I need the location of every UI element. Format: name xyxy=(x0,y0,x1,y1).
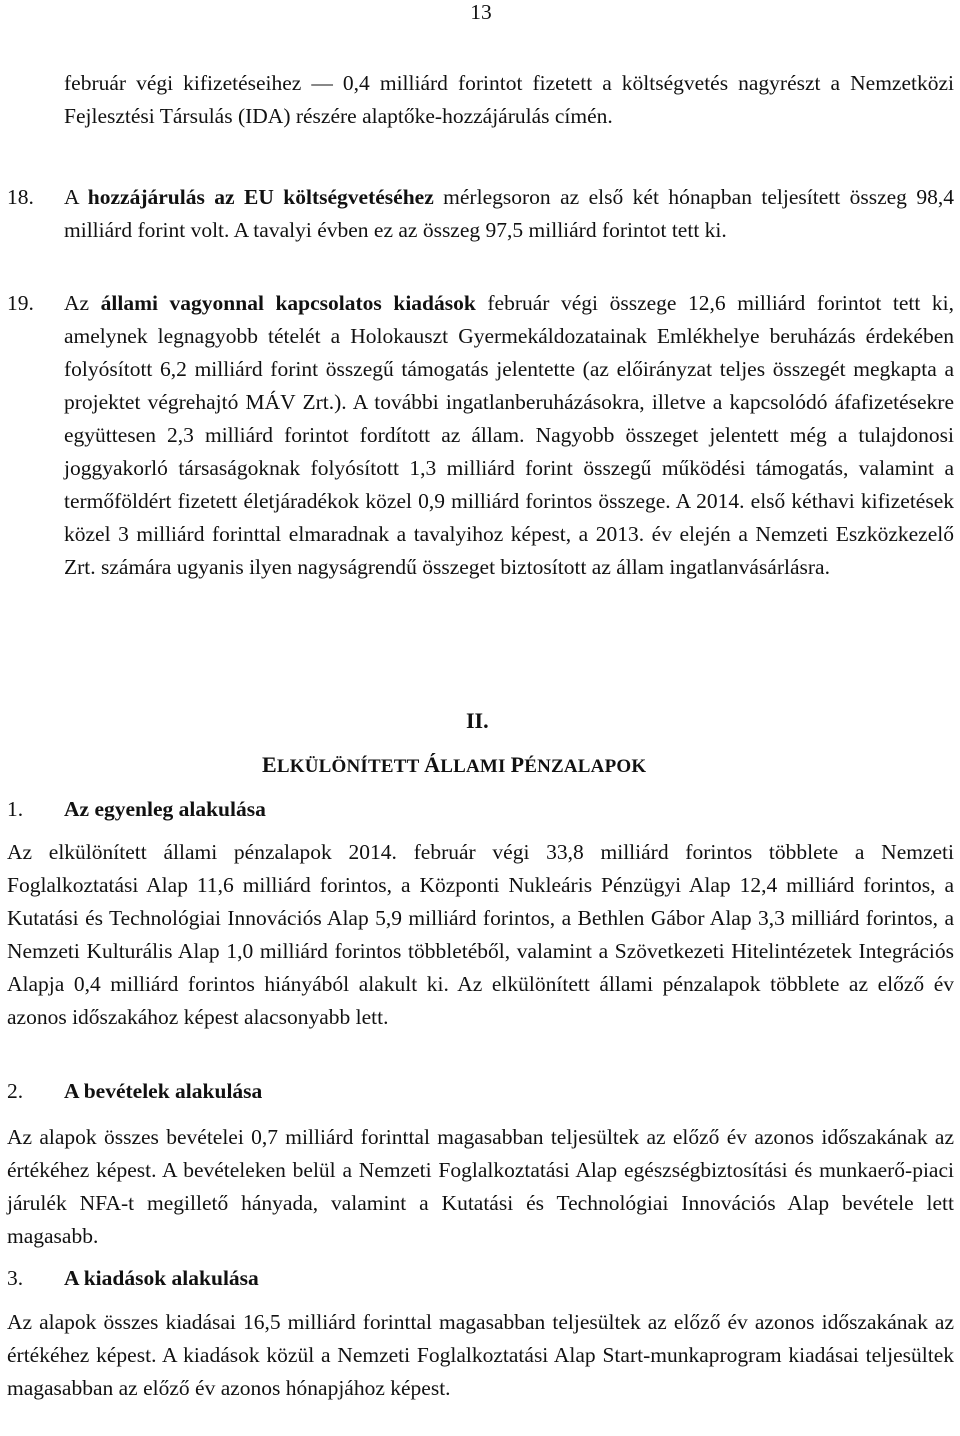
section-3-text: Az alapok összes kiadásai 16,5 milliárd forinttal magasabban teljesültek az előző év azonos időszakának az értékéhez képest. A kiadások közül a Nemzeti Foglalkoztatási Alap Start-munkaprogram kiadásai teljesültek magasabban az előző év azonos hónapjához képest. xyxy=(7,1310,954,1400)
section-2-text: Az alapok összes bevételei 0,7 milliárd forinttal magasabban teljesültek az előző év azonos időszakának az értékéhez képest. A bevételeken belül a Nemzeti Foglalkoztatási Alap egészségbiztosítási és munkaerő-piaci járulék NFA-t megillető hányada, valamint a Kutatási és Technológiai Innovációs Alap bevétele lett magasabb. xyxy=(7,1125,954,1248)
section-heading-2: 2. A bevételek alakulása xyxy=(7,1079,263,1103)
item-text-before: Az xyxy=(64,291,101,315)
item-text-after: mérlegsoron az első két hónapban teljesített összeg 98,4 milliárd forint volt. A tavalyi évben ez az összeg 97,5 milliárd forintot tett ki. xyxy=(64,185,954,242)
paragraph-intro: február végi kifizetéseihez — 0,4 milliárd forintot fizetett a költségvetés nagyrészt a Nemzetközi Fejlesztési Társulás (IDA) részére alaptőke-hozzájárulás címén. xyxy=(64,71,954,128)
item-text-after: február végi összege 12,6 milliárd forintot tett ki, amelynek legnagyobb tételét a Holokauszt Gyermekáldozatainak Emlékhelye beruházás érdekében folyósított 6,2 milliárd forint összegű támogatás jelentette (az előirányzat teljes összegét megkapta a projektet végrehajtó MÁV Zrt.). A további ingatlanberuházásokra, illetve a kapcsolódó áfafizetésekre együttesen 2,3 milliárd forintot fordított az állam. Nagyobb összeget jelentett még a tulajdonosi joggyakorló társaságoknak folyósított 1,3 milliárd forint összegű működési támogatás, valamint a termőföldért fizetett életjáradékok közel 0,9 milliárd forintos összege. A 2014. első kéthavi kifizetések közel 3 milliárd forinttal elmaradnak a tavalyihoz képest, a 2013. év elején a Nemzeti Eszközkezelő Zrt. számára ugyanis ilyen nagyságrendű összeget biztosított az állam ingatlanvásárlásra. xyxy=(64,291,954,579)
page-number: 13 xyxy=(470,0,492,24)
item-bold-term: hozzájárulás az EU költségvetéséhez xyxy=(87,185,434,209)
item-text-before: A xyxy=(64,185,88,209)
chapter-title: ELKÜLÖNÍTETT ÁLLAMI PÉNZALAPOK xyxy=(262,752,647,777)
section-heading-3: 3. A kiadások alakulása xyxy=(7,1266,259,1290)
section-heading-1: 1. Az egyenleg alakulása xyxy=(7,797,266,821)
chapter-number: II. xyxy=(466,708,489,733)
list-item-18 xyxy=(7,181,954,247)
section-1-text: Az elkülönített állami pénzalapok 2014. február végi 33,8 milliárd forintos többlete a Nemzeti Foglalkoztatási Alap 11,6 milliárd forintos, a Központi Nukleáris Pénzügyi Alap 12,4 milliárd forintos, a Kutatási és Technológiai Innovációs Alap 5,9 milliárd forintos, a Bethlen Gábor Alap 3,3 milliárd forintos, a Nemzeti Kulturális Alap 1,0 milliárd forintos többletéből, valamint a Szövetkezeti Hitelintézetek Integrációs Alapja 0,4 milliárd forintos hiányából alakult ki. Az elkülönített állami pénzalapok többlete az előző év azonos időszakához képest alacsonyabb lett. xyxy=(7,840,954,1029)
list-number: 18. xyxy=(7,185,34,209)
list-item-19 xyxy=(7,287,954,584)
item-bold-term: állami vagyonnal kapcsolatos kiadások xyxy=(100,291,476,315)
list-number: 19. xyxy=(7,291,34,315)
